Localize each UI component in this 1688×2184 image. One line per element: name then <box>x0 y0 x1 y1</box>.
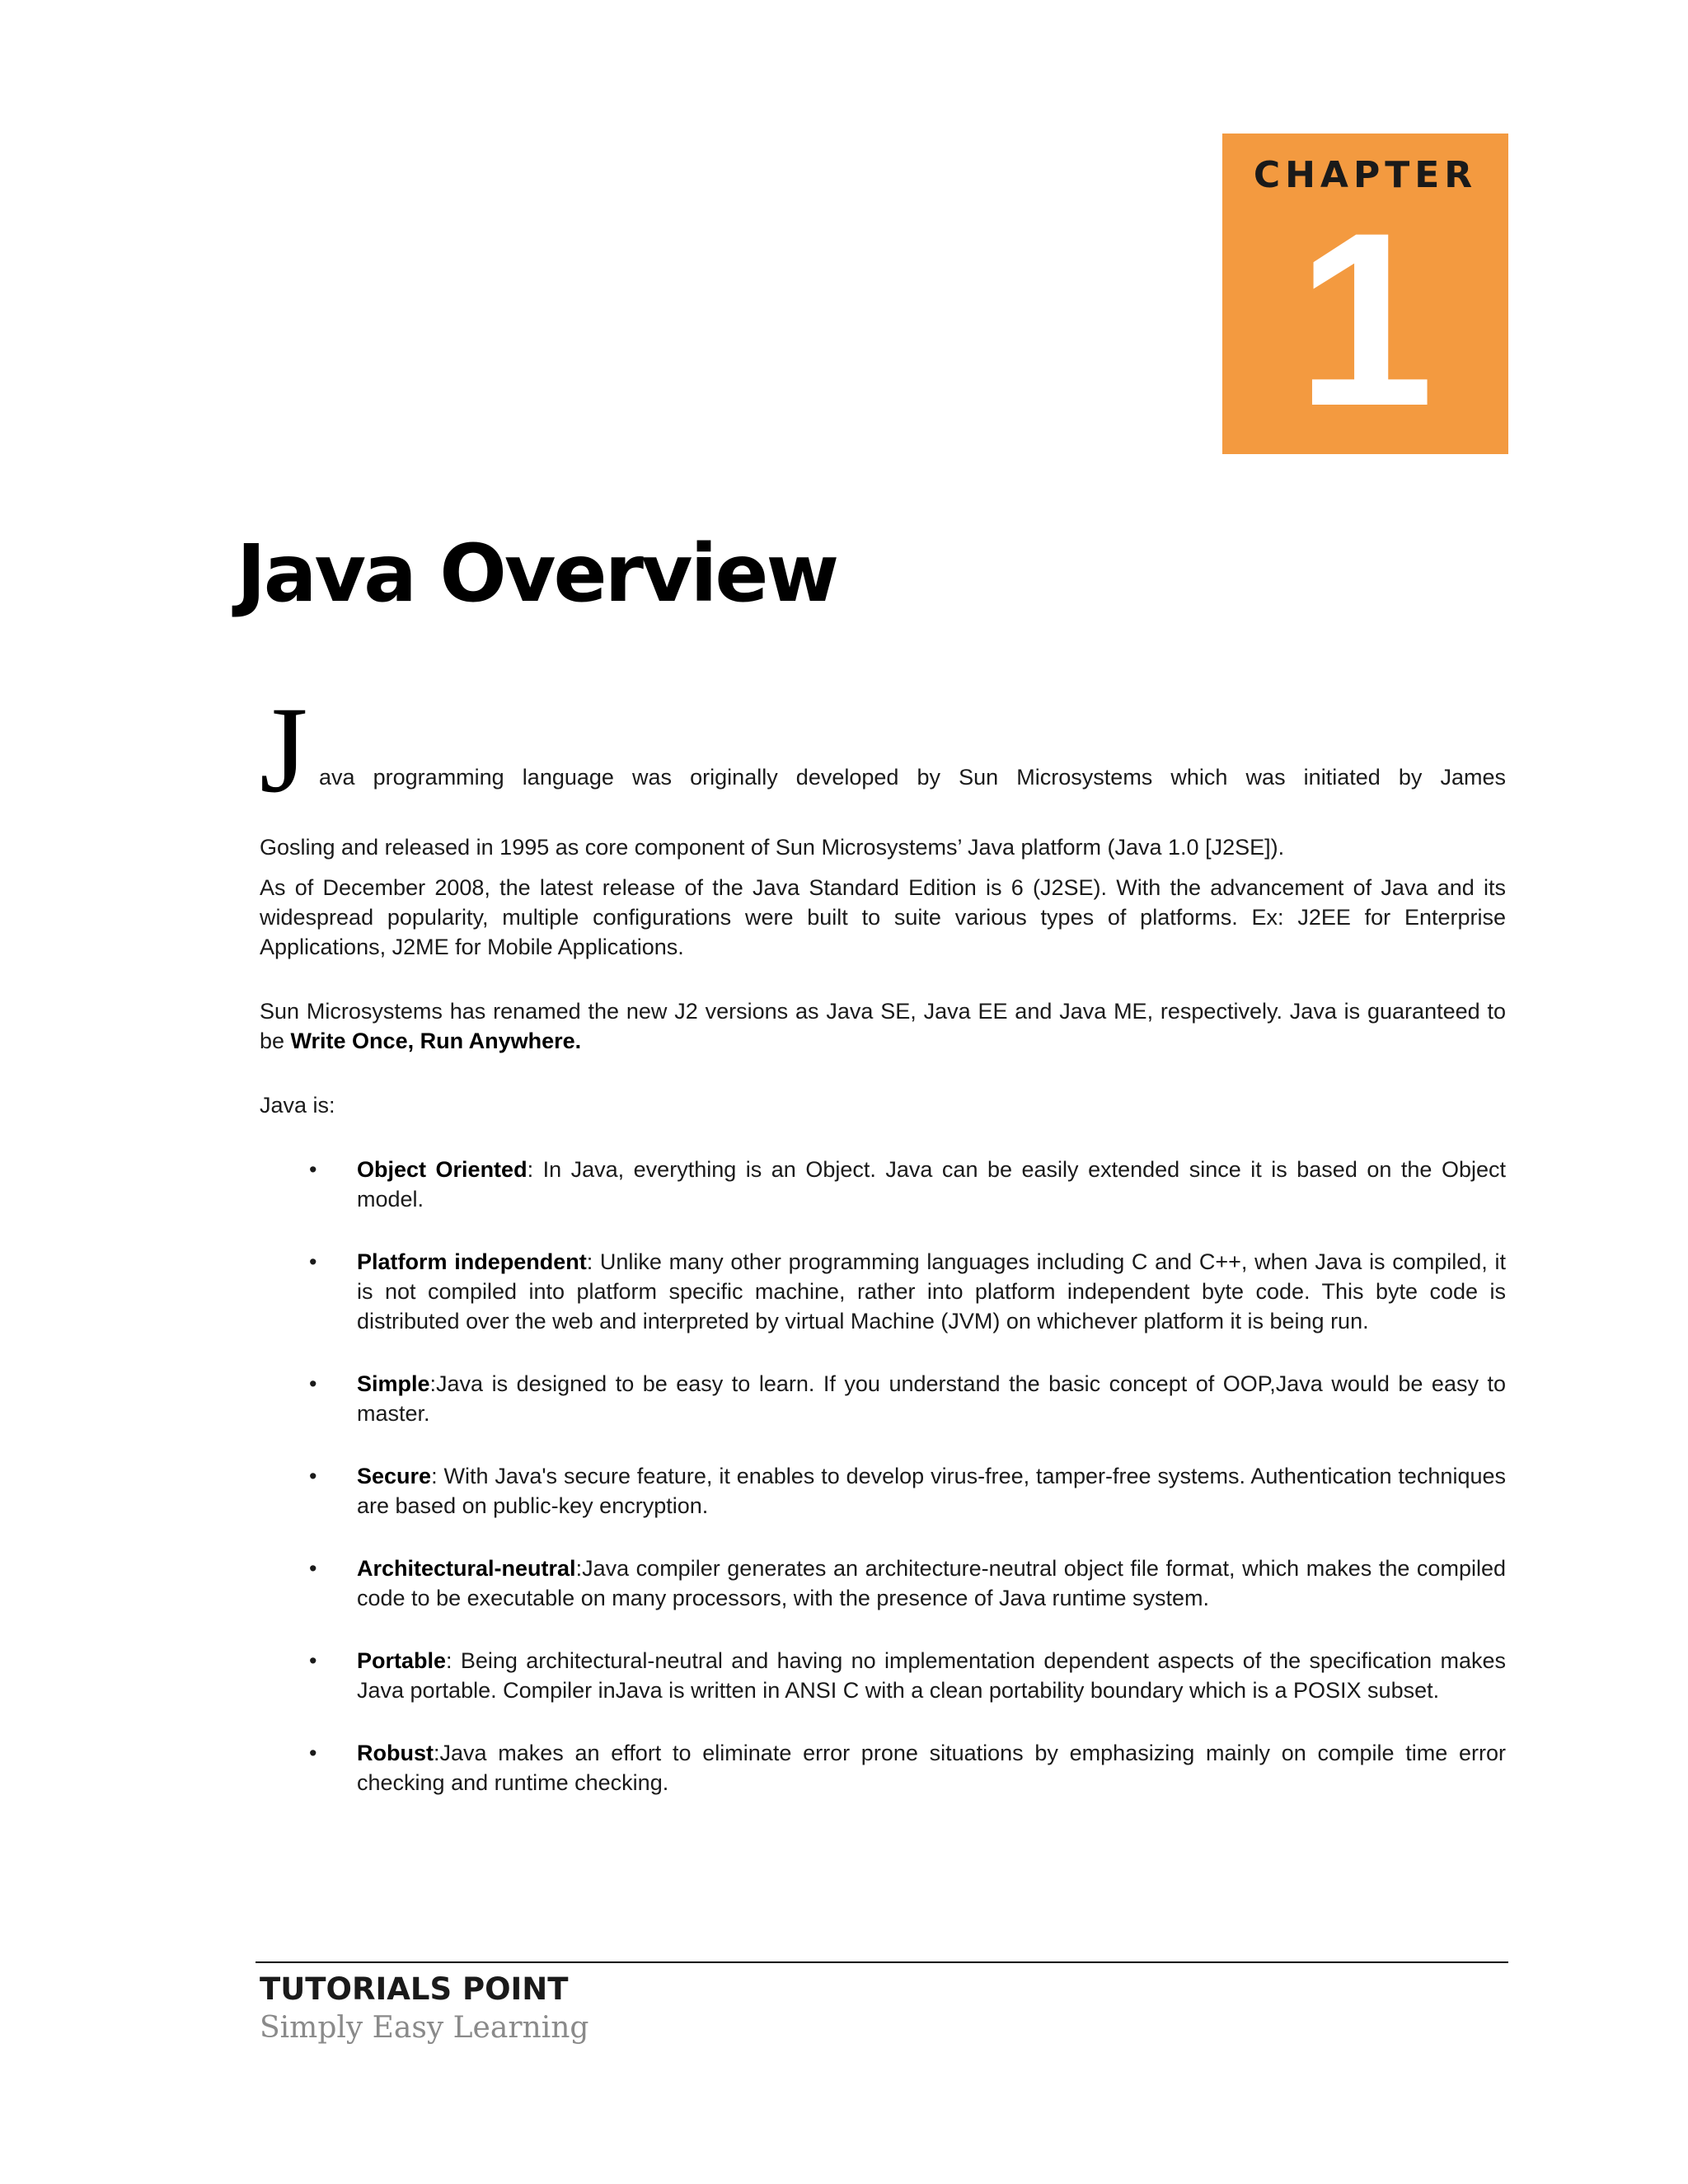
paragraph-renamed-versions <box>260 996 1506 1056</box>
slogan-text: Write Once, Run Anywhere. <box>290 1029 582 1053</box>
feature-term: Portable <box>357 1648 447 1673</box>
bullet-icon: • <box>309 1464 317 1488</box>
feature-description: :Java is designed to be easy to learn. If you understand the basic concept of OOP,Java would be easy to master. <box>357 1371 1506 1426</box>
feature-description: :Java compiler generates an architecture-neutral object file format, which makes the compiled code to be executable on many processors, with the presence of Java runtime system. <box>357 1556 1506 1610</box>
drop-cap: J <box>260 682 308 818</box>
paragraph-renamed-text: Sun Microsystems has renamed the new J2 versions as Java SE, Java EE and Java ME, respectively. Java is guaranteed to be <box>260 999 1506 1053</box>
bullet-icon: • <box>309 1741 317 1765</box>
bullet-icon: • <box>309 1371 317 1396</box>
paragraph-java-se-release: As of December 2008, the latest release of the Java Standard Edition is 6 (J2SE). With the advancement of Java and its widespread popularity, multiple configurations were built to suite various types of platforms. Ex: J2EE for Enterprise Applications, J2ME for Mobile Applications. <box>260 875 1506 959</box>
intro-second-line: Gosling and released in 1995 as core component of Sun Microsystems’ Java platform (Java 1.0 [J2SE]). <box>260 835 1285 860</box>
feature-list <box>260 1155 1506 1797</box>
page-title: Java Overview <box>237 527 837 620</box>
list-item <box>260 1369 1506 1428</box>
paragraph-java-is: Java is: <box>260 1093 335 1118</box>
bullet-icon: • <box>309 1556 317 1581</box>
document-body <box>260 682 1507 1830</box>
feature-term: Robust <box>357 1741 434 1765</box>
feature-term: Architectural-neutral <box>357 1556 576 1581</box>
chapter-number: 1 <box>1296 180 1434 457</box>
feature-description: : In Java, everything is an Object. Java can be easily extended since it is based on the Object model. <box>357 1157 1506 1212</box>
footer-tagline: Simply Easy Learning <box>260 2011 589 2045</box>
feature-description: : With Java's secure feature, it enables to develop virus-free, tamper-free systems. Authentication techniques are based on public-key encryption. <box>357 1464 1506 1518</box>
chapter-badge <box>1222 134 1508 457</box>
feature-term: Object Oriented <box>357 1157 528 1182</box>
list-item <box>260 1155 1506 1214</box>
bullet-icon: • <box>309 1648 317 1673</box>
bullet-icon: • <box>309 1157 317 1182</box>
feature-description: :Java makes an effort to eliminate error prone situations by emphasizing mainly on compile time error checking and runtime checking. <box>357 1741 1506 1795</box>
chapter-label: CHAPTER <box>1253 154 1478 196</box>
list-item <box>260 1554 1506 1613</box>
feature-description: : Unlike many other programming languages including C and C++, when Java is compiled, it is not compiled into platform specific machine, rather into platform independent byte code. This byte code is distributed over the web and interpreted by virtual Machine (JVM) on whichever platform it is being run. <box>357 1249 1507 1333</box>
list-item <box>260 1646 1506 1705</box>
list-item <box>260 1461 1506 1521</box>
list-item <box>260 1247 1506 1336</box>
intro-first-line: ava programming language was originally developed by Sun Microsystems which was initiated by James <box>319 765 1506 790</box>
footer-brand: TUTORIALS POINT <box>260 1971 569 2007</box>
feature-term: Secure <box>357 1464 432 1488</box>
footer-divider <box>256 1961 1508 1963</box>
bullet-icon: • <box>309 1249 317 1274</box>
feature-term: Simple <box>357 1371 430 1396</box>
feature-description: : Being architectural-neutral and having no implementation dependent aspects of the specification makes Java portable. Compiler inJava is written in ANSI C with a clean portability boundary which is a POSIX subset. <box>357 1648 1506 1703</box>
list-item <box>260 1738 1506 1797</box>
intro-paragraph <box>260 682 1506 860</box>
feature-term: Platform independent <box>357 1249 587 1274</box>
